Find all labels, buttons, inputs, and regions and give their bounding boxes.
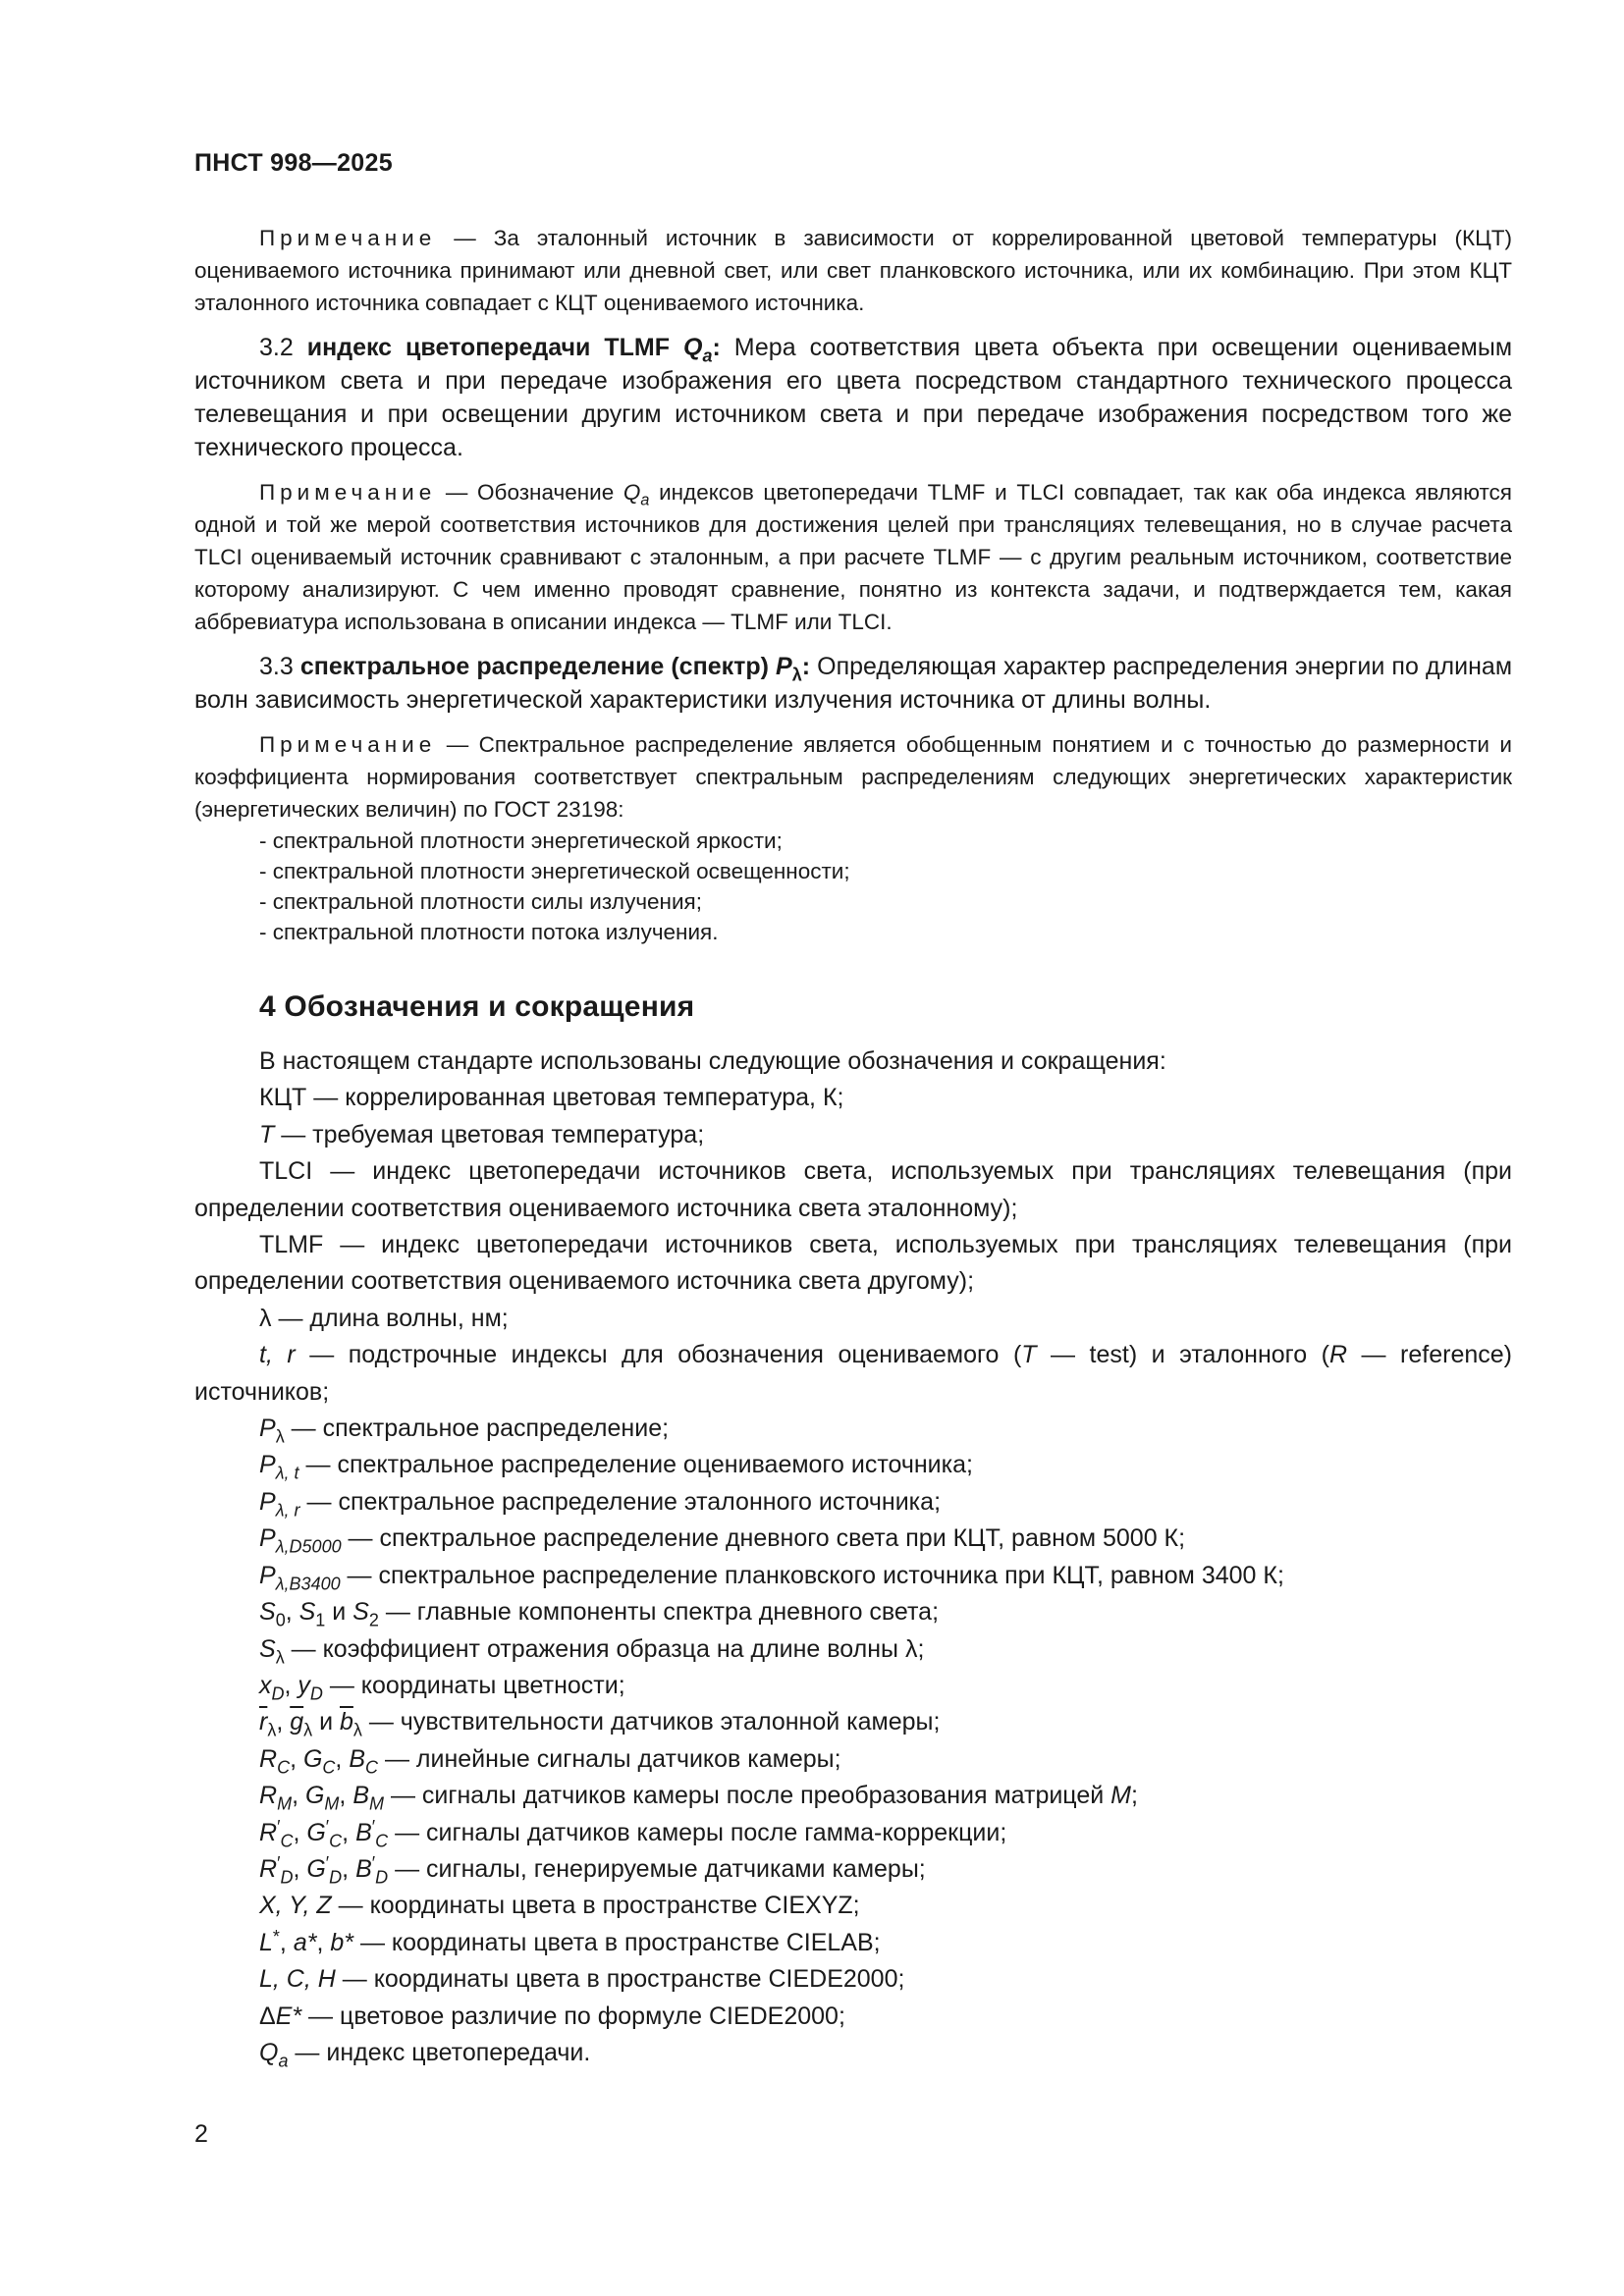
symbol-item: $S_0$, $S_1$ и $S_2$ — главные компоненты спектра дневного света; (259, 1598, 940, 1630)
section-4-title: 4 Обозначения и сокращения (259, 990, 695, 1023)
document-header: ПНСТ 998—2025 (194, 149, 393, 177)
symbol-item: $\overline{r}_\lambda$, $\overline{g}_\lambda$ и $\overline{b}_\lambda$ — чувствительности датчиков эталонной камеры; (259, 1708, 941, 1740)
symbol-item: L, C, H — координаты цвета в пространстве CIEDE2000; (259, 1965, 905, 1994)
note-3-list (194, 826, 1512, 947)
symbol-item: КЦТ — коррелированная цветовая температура, К; (259, 1084, 844, 1112)
symbol-item: $R'_D$, $G'_D$, $B'_D$ — сигналы, генерируемые датчиками камеры; (259, 1852, 926, 1888)
term-name: индекс цветопередачи TLMF $Q_a$: (306, 334, 721, 366)
list-item: - спектральной плотности силы излучения; (259, 889, 702, 914)
note-2: Примечание — Обозначение $Q_a$ индексов цветопередачи TLMF и TLCI совпадает, так как оба индекса являются одной и той же мерой соответствия источников для достижения целей при трансляциях телевещания, но в случае расчета TLCI оцениваемый источник сравнивают с эталонным, а при расчете TLMF — с другим реальным источником, соответствие которому анализируют. С чем именно проводят сравнение, понятно из контекста задачи, и подтверждается тем, какая аббревиатура использована в описании индекса — TLMF или TLCI. (194, 480, 1512, 634)
symbol-item: $P_{\lambda,D5000}$ — спектральное распределение дневного света при КЦТ, равном 5000 К; (259, 1524, 1186, 1557)
symbol-item: $P_{\lambda, t}$ — спектральное распределение оцениваемого источника; (259, 1451, 973, 1483)
symbols-list (194, 1043, 1512, 2071)
note-3: Примечание — Спектральное распределение является обобщенным понятием и с точностью до размерности и коэффициента нормирования соответствует спектральным распределениям следующих энергетических характеристик (энергетических величин) по ГОСТ 23198: (194, 732, 1512, 822)
symbol-item: L*, a*, b* — координаты цвета в пространстве CIELAB; (259, 1926, 881, 1956)
list-item: - спектральной плотности потока излучения. (259, 920, 719, 944)
symbol-item: $Q_a$ — индекс цветопередачи. (259, 2038, 591, 2071)
list-item: - спектральной плотности энергетической яркости; (259, 828, 783, 853)
note-label: Примечание (259, 226, 437, 250)
symbol-item: $P_{\lambda, r}$ — спектральное распределение эталонного источника; (259, 1487, 942, 1521)
symbol-item: T — требуемая цветовая температура; (259, 1120, 705, 1148)
symbol-item: $S_\lambda$ — коэффициент отражения образца на длине волны λ; (259, 1634, 925, 1667)
symbol-item: ΔE* — цветовое различие по формуле CIEDE2000; (259, 2002, 845, 2030)
symbol-item: $P_\lambda$ — спектральное распределение; (259, 1415, 670, 1447)
note-label: Примечание (259, 480, 437, 505)
term-3-3: 3.3 спектральное распределение (спектр) $P_\lambda$: Определяющая характер распределения энергии по длинам волн зависимость энергетической характеристики излучения источника от длины волны. (194, 653, 1513, 714)
symbol-item: $R'_C$, $G'_C$, $B'_C$ — сигналы датчиков камеры после гамма-коррекции; (259, 1816, 1007, 1850)
symbol-item: X, Y, Z — координаты цвета в пространстве CIEXYZ; (259, 1892, 860, 1920)
term-name: спектральное распределение (спектр) $P_\lambda$: (299, 653, 811, 685)
symbol-item: TLCI — индекс цветопередачи источников света, используемых при трансляциях телевещания (при определении соответствия оцениваемого источника света эталонному); (194, 1157, 1512, 1222)
symbol-item: TLMF — индекс цветопередачи источников света, используемых при трансляциях телевещания (при определении соответствия оцениваемого источника света другому); (194, 1231, 1512, 1296)
symbol-item: $x_D$, $y_D$ — координаты цветности; (259, 1671, 625, 1704)
symbol-item: t, r — подстрочные индексы для обозначения оцениваемого (T — test) и эталонного (R — reference) источников; (194, 1341, 1512, 1406)
symbol-item: λ — длина волны, нм; (259, 1304, 509, 1332)
symbol-item: $R_M$, $G_M$, $B_M$ — сигналы датчиков камеры после преобразования матрицей M; (259, 1782, 1138, 1814)
note-1: Примечание — За эталонный источник в зависимости от коррелированной цветовой температуры (КЦТ) оцениваемого источника принимают или дневной свет, или свет планковского источника, или их комбинацию. При этом КЦТ эталонного источника совпадает с КЦТ оцениваемого источника. (194, 226, 1512, 315)
note-label: Примечание (259, 732, 437, 757)
document-body (194, 222, 1512, 2071)
list-item: - спектральной плотности энергетической освещенности; (259, 859, 850, 883)
page-number: 2 (194, 2120, 208, 2148)
term-3-2: 3.2 индекс цветопередачи TLMF $Q_a$: Мера соответствия цвета объекта при освещении оцениваемым источником света и при передаче изображения его цвета посредством стандартного технического процесса телевещания и при освещении другим источником света и при передаче изображения посредством того же технического процесса. (194, 334, 1513, 461)
symbol-item: $P_{\lambda,B3400}$ — спектральное распределение планковского источника при КЦТ, равном 3400 К; (259, 1561, 1284, 1593)
symbols-intro: В настоящем стандарте использованы следующие обозначения и сокращения: (259, 1047, 1166, 1075)
symbol-item: $R_C$, $G_C$, $B_C$ — линейные сигналы датчиков камеры; (259, 1744, 841, 1778)
